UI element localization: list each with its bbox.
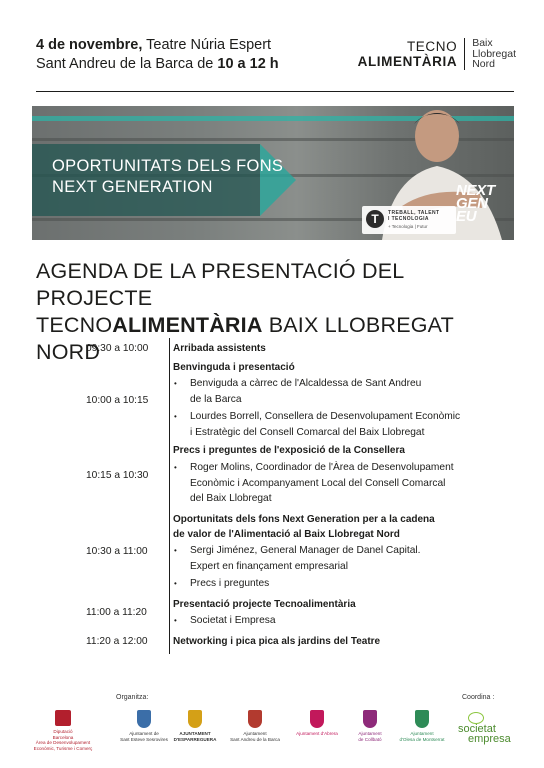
agenda-item-title-cont: de valor de l'Alimentació al Baix Llobregat Nord bbox=[173, 529, 400, 540]
logo-caption bbox=[358, 731, 381, 742]
brand-sub bbox=[465, 38, 516, 70]
bullet-icon: • bbox=[174, 616, 177, 625]
coat-of-arms-icon bbox=[310, 710, 324, 728]
agenda-title-line1: AGENDA DE LA PRESENTACIÓ DEL PROJECTE bbox=[36, 259, 404, 310]
olesa-logo bbox=[396, 710, 448, 742]
logo-caption bbox=[296, 731, 338, 737]
ttt-tagline: + Tecnologia | Futur bbox=[388, 224, 428, 229]
event-location: Sant Andreu de la Barca de bbox=[36, 56, 218, 72]
logo-caption-line: Diputació bbox=[53, 729, 73, 734]
bullet-line: Expert en finançament empresarial bbox=[190, 560, 348, 572]
ttt-icon: T bbox=[366, 210, 384, 228]
banner-title-line2: NEXT GENERATION bbox=[52, 178, 213, 196]
bullet-line: Roger Molins, Coordinador de l'Àrea de Desenvolupament bbox=[190, 462, 454, 473]
coat-of-arms-icon bbox=[137, 710, 151, 728]
nextgeneu-logo bbox=[456, 184, 510, 223]
logo-caption-line: Ajuntament bbox=[410, 731, 434, 736]
bullet-text bbox=[190, 543, 420, 574]
bullet-line: Societat i Empresa bbox=[190, 615, 276, 626]
bullet-text bbox=[190, 576, 269, 592]
sant-andreu-logo bbox=[226, 710, 284, 742]
bullet-icon: • bbox=[174, 546, 177, 555]
nextgen-line3: EU bbox=[456, 208, 477, 225]
bullet-icon: • bbox=[174, 379, 177, 388]
brand-sub1: Baix bbox=[472, 37, 493, 50]
agenda-item-title: Precs i preguntes de l'exposició de la Consellera bbox=[173, 445, 405, 456]
event-date: 4 de novembre, bbox=[36, 37, 143, 53]
logo-caption-line: Ajuntament bbox=[243, 731, 267, 736]
agenda-item-title: Networking i pica pica als jardins del Teatre bbox=[173, 636, 381, 647]
logo-caption bbox=[120, 731, 168, 742]
bullet-line: de la Barca bbox=[190, 393, 242, 405]
logo-caption-line: Ajuntament d'Abrera bbox=[296, 731, 338, 736]
header-divider bbox=[36, 91, 514, 92]
agenda-time: 10:00 a 10:15 bbox=[86, 395, 149, 406]
nextgen-line1: NEXT bbox=[456, 182, 495, 199]
brand-sub2: Llobregat bbox=[472, 47, 516, 60]
logo-caption-line: Àrea de Desenvolupament bbox=[35, 740, 91, 745]
logo-caption-line: D'ESPARREGUERA bbox=[173, 736, 217, 742]
agenda-item-title: Oportunitats dels fons Next Generation per a la cadena bbox=[173, 514, 435, 525]
banner-title-line1: OPORTUNITATS DELS FONS bbox=[52, 157, 284, 175]
event-hours: 10 a 12 h bbox=[217, 56, 279, 72]
bullet-line: Econòmic i Acompanyament Local del Consell Comarcal bbox=[190, 477, 446, 489]
agenda-time: 10:15 a 10:30 bbox=[86, 470, 149, 481]
sant-esteve-logo bbox=[116, 710, 172, 742]
tecnoalimentaria-logo bbox=[358, 37, 516, 71]
bullet-text bbox=[190, 460, 454, 507]
brand-sub3: Nord bbox=[472, 58, 495, 71]
logo-caption-line: Sant Esteve Sesrovires bbox=[120, 736, 168, 742]
hero-banner bbox=[32, 106, 514, 240]
collbato-logo bbox=[350, 710, 390, 742]
banner-title bbox=[52, 156, 283, 198]
empresa-word: empresa bbox=[468, 733, 511, 745]
bullet-line: del Baix Llobregat bbox=[190, 493, 272, 504]
bullet-icon: • bbox=[174, 463, 177, 472]
ttt-name-line1: TREBALL, TALENT bbox=[388, 210, 440, 216]
brand-main bbox=[358, 39, 465, 69]
bullet-text bbox=[190, 613, 276, 629]
brand-line1: TECNO bbox=[406, 39, 458, 54]
ttt-logo bbox=[362, 206, 456, 234]
diputacio-shield-icon bbox=[55, 710, 71, 726]
agenda-title-bold: ALIMENTÀRIA bbox=[112, 313, 263, 337]
bullet-icon: • bbox=[174, 579, 177, 588]
nextgen-line2: GEN bbox=[456, 195, 488, 212]
header bbox=[36, 36, 516, 76]
diputacio-barcelona-logo bbox=[33, 710, 93, 751]
logo-caption bbox=[174, 731, 217, 742]
coat-of-arms-icon bbox=[188, 710, 202, 728]
bullet-text bbox=[190, 376, 421, 407]
logo-caption-line: Ajuntament de bbox=[129, 731, 159, 736]
logo-caption-line: Econòmic, Turisme i Comerç bbox=[33, 745, 93, 751]
logo-caption-line: Sant Andreu de la Barca bbox=[230, 736, 280, 742]
agenda-title-line2 bbox=[36, 312, 514, 366]
societat-word: societat bbox=[458, 723, 496, 735]
agenda-item-title: Benvinguda i presentació bbox=[173, 362, 295, 373]
ttt-name bbox=[388, 210, 439, 222]
bullet-text bbox=[190, 409, 460, 440]
bullet-line: Benviguda a càrrec de l'Alcaldessa de Sant Andreu bbox=[190, 378, 422, 389]
agenda-item-title: Arribada assistents bbox=[173, 343, 266, 354]
coat-of-arms-icon bbox=[248, 710, 262, 728]
logo-caption-line: Barcelona bbox=[52, 734, 74, 740]
bullet-line: i Estratègic del Consell Comarcal del Baix Llobregat bbox=[190, 426, 425, 438]
bullet-icon: • bbox=[174, 412, 177, 421]
ttt-name-line2: I TECNOLOGIA bbox=[388, 216, 429, 222]
brand-line2: ALIMENTÀRIA bbox=[357, 54, 458, 69]
logo-caption bbox=[230, 731, 280, 742]
agenda-title-post: BAIX LLOBREGAT NORD bbox=[36, 313, 454, 364]
logo-caption-line: AJUNTAMENT bbox=[179, 731, 211, 736]
agenda-title-pre: TECNO bbox=[36, 313, 113, 337]
coat-of-arms-icon bbox=[363, 710, 377, 728]
bullet-line: Precs i preguntes bbox=[190, 578, 270, 589]
agenda-time: 10:30 a 11:00 bbox=[86, 546, 148, 557]
bullet-line: Sergi Jiménez, General Manager de Danel Capital. bbox=[190, 545, 421, 556]
coordina-label: Coordina : bbox=[462, 694, 495, 701]
logo-caption-line: d'Olesa de Montserrat bbox=[399, 736, 445, 742]
logo-caption bbox=[34, 729, 93, 751]
event-date-line bbox=[36, 36, 279, 55]
abrera-logo bbox=[292, 710, 342, 737]
agenda-time: 11:20 a 12:00 bbox=[86, 636, 148, 647]
organitza-label: Organitza: bbox=[116, 694, 149, 701]
agenda-column-divider bbox=[169, 338, 170, 654]
coat-of-arms-icon bbox=[415, 710, 429, 728]
logo-caption-line: de Collbató bbox=[358, 736, 382, 742]
agenda-item-title: Presentació projecte Tecnoalimentària bbox=[173, 599, 356, 610]
event-location-line bbox=[36, 55, 279, 74]
logo-caption bbox=[399, 731, 444, 742]
bullet-line: Lourdes Borrell, Consellera de Desenvolupament Econòmic bbox=[190, 411, 461, 422]
event-info bbox=[36, 36, 279, 74]
agenda-time: 11:00 a 11:20 bbox=[86, 607, 147, 618]
agenda-time: 09:30 a 10:00 bbox=[86, 343, 149, 354]
logo-caption-line: Ajuntament bbox=[358, 731, 382, 736]
event-venue: Teatre Núria Espert bbox=[142, 37, 272, 53]
esparreguera-logo bbox=[172, 710, 218, 742]
